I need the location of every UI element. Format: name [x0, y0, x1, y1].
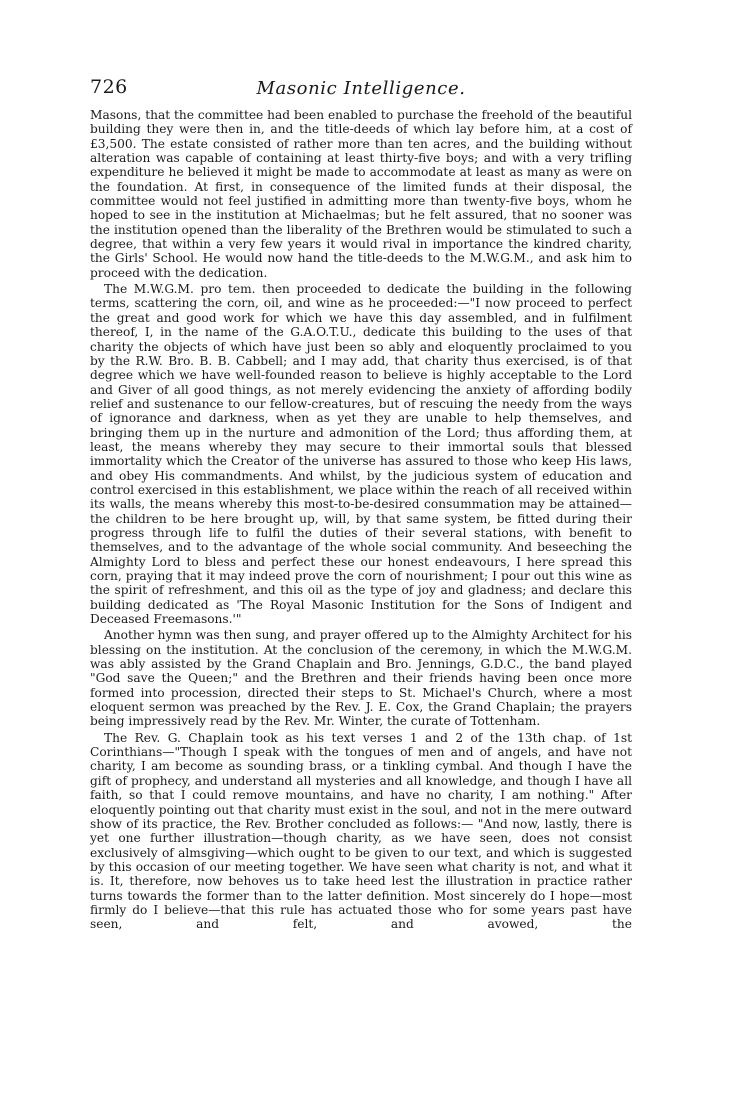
- paragraph-3: Another hymn was then sung, and prayer offered up to the Almighty Architect for his blessing on the institution. At the conclusion of the ceremony, in which the M.W.G.M. was ably assisted by the Grand Chaplain and Bro. Jennings, G.D.C., the band played "God save the Queen;" and the Brethren and their friends having been once more formed into procession, directed their steps to St. Michael's Church, where a most eloquent sermon was preached by the Rev. J. E. Cox, the Grand Chaplain; the prayers being impressively read by the Rev. Mr. Winter, the curate of Tottenham.: [90, 628, 632, 729]
- paragraph-2: The M.W.G.M. pro tem. then proceeded to dedicate the building in the following terms, scattering the corn, oil, and wine as he proceeded:—"I now proceed to perfect the great and good work for which we have this day assembled, and in fulfilment thereof, I, in the name of the G.A.O.T.U., dedicate this building to the uses of that charity the objects of which have just been so ably and eloquently proclaimed to you by the R.W. Bro. B. B. Cabbell; and I may add, that charity thus exercised, is of that degree which we have well-founded reason to believe is highly acceptable to the Lord and Giver of all good things, as not merely evidencing the anxiety of affording bodily relief and sustenance to our fellow-creatures, but of rescuing the needy from the ways of ignorance and darkness, when as yet they are unable to help themselves, and bringing them up in the nurture and admonition of the Lord; thus affording them, at least, the means whereby they may secure to their immortal souls that blessed immortality which the Creator of the universe has assured to those who keep His laws, and obey His commandments. And whilst, by the judicious system of education and control exercised in this establishment, we place within the reach of all received within its walls, the means whereby this most-to-be-desired consummation may be attained—the children to be here brought up, will, by that same system, be fitted during their progress through life to fulfil the duties of their several stations, with benefit to themselves, and to the advantage of the whole social community. And beseeching the Almighty Lord to bless and perfect these our honest endeavours, I here spread this corn, praying that it may indeed prove the corn of nourishment; I pour out this wine as the spirit of refreshment, and this oil as the type of joy and gladness; and declare this building dedicated as 'The Royal Masonic Institution for the Sons of Indigent and Deceased Freemasons.'": [90, 282, 632, 627]
- paragraph-4: The Rev. G. Chaplain took as his text verses 1 and 2 of the 13th chap. of 1st Corinthians—"Though I speak with the tongues of men and of angels, and have not charity, I am become as sounding brass, or a tinkling cymbal. And though I have the gift of prophecy, and understand all mysteries and all knowledge, and though I have all faith, so that I could remove mountains, and have no charity, I am nothing." After eloquently pointing out that charity must exist in the soul, and not in the mere outward show of its practice, the Rev. Brother concluded as follows:— "And now, lastly, there is yet one further illustration—though charity, as we have seen, does not consist exclusively of almsgiving—which ought to be given to our text, and which is suggested by this occasion of our meeting together. We have seen what charity is not, and what it is. It, therefore, now behoves us to take heed lest the illustration in practice rather turns towards the former than to the latter definition. Most sincerely do I hope—most firmly do I believe—that this rule has actuated those who for some years past have seen, and felt, and avowed, the: [90, 730, 632, 932]
- paragraph-1: Masons, that the committee had been enabled to purchase the freehold of the beautiful building they were then in, and the title-deeds of which lay before him, at a cost of £3,500. The estate consisted of rather more than ten acres, and the building without alteration was capable of containing at least thirty-five boys; and with a very trifling expenditure he believed it might be made to accommodate at least as many as were on the foundation. At first, in consequence of the limited funds at their disposal, the committee would not feel justified in admitting more than twenty-five boys, whom he hoped to see in the institution at Michaelmas; but he felt assured, that no sooner was the institution opened than the liberality of the Brethren would be stimulated to such a degree, that within a very few years it would rival in importance the kindred charity, the Girls' School. He would now hand the title-deeds to the M.W.G.M., and ask him to proceed with the dedication.: [90, 108, 632, 280]
- page: [90, 76, 632, 932]
- article-body: [90, 108, 632, 932]
- page-number: 726: [90, 76, 128, 98]
- page-header: [90, 76, 632, 106]
- running-title: Masonic Intelligence.: [256, 78, 466, 99]
